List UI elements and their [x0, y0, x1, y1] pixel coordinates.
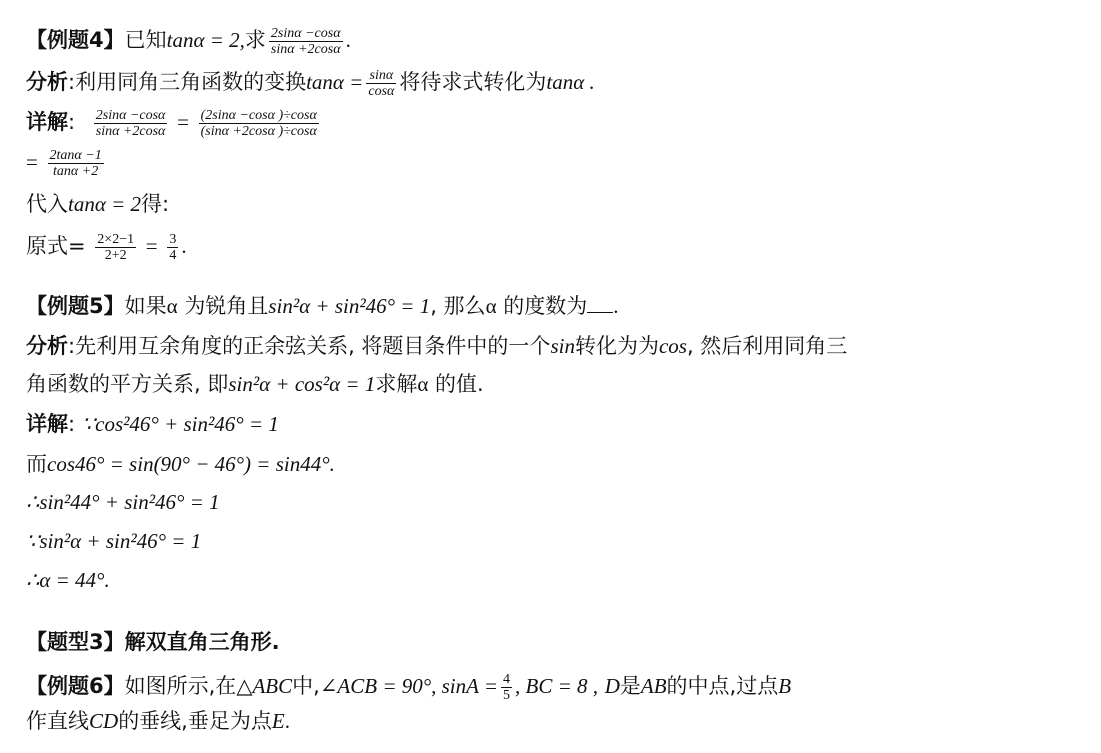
analysis-label: 分析	[26, 334, 68, 358]
ex6-sin-fraction: $\frac{4}{5}$	[503, 672, 511, 703]
ex4-analysis: 分析:利用同角三角函数的变换tanα = $\frac{\sin\alpha}{\cos\alpha}$ 将待求式转化为tanα .	[26, 68, 595, 99]
ex4-solution-1: 详解: $\frac{2\sin\alpha -\cos\alpha}{\sin\alpha +2\cos\alpha}$ = $\frac{(2\sin\alpha -\cos\alpha )\div\cos\alpha}{(\sin\alpha +2\cos\alpha )\div\cos\alpha}$	[26, 108, 317, 139]
solution-label: 详解	[26, 110, 68, 134]
ex5-solution-3: ∴sin²44° + sin²46° = 1	[26, 490, 220, 514]
analysis-label: 分析	[26, 70, 68, 94]
ex4-solution-fraction-1: $\frac{2\sin\alpha -\cos\alpha}{\sin\alpha +2\cos\alpha}$	[95, 108, 166, 139]
ex4-stem: 【例题4】已知tanα = 2,求 $\frac{2\sin\alpha -\cos\alpha}{\sin\alpha +2\cos\alpha}$ .	[26, 26, 351, 57]
ex4-solution-fraction-2: $\frac{(2\sin\alpha -\cos\alpha )\div\cos\alpha}{(\sin\alpha +2\cos\alpha )\div\cos\alpha}$	[200, 108, 317, 139]
type3-heading: 【题型3】解双直角三角形.	[26, 630, 280, 654]
ex4-question-fraction: $\frac{2\sin\alpha -\cos\alpha}{\sin\alpha +2\cos\alpha}$	[270, 26, 341, 57]
ex4-result-fraction: $\frac{2\times 2-1}{2+2}$	[97, 232, 135, 263]
ex5-analysis-1: 分析:先利用互余角度的正余弦关系, 将题目条件中的一个sin转化为为cos, 然后利用同角三	[26, 334, 848, 358]
ex4-solution-2: = $\frac{2\tan\alpha -1}{\tan\alpha +2}$	[26, 148, 102, 179]
ex4-solution-fraction-3: $\frac{2\tan\alpha -1}{\tan\alpha +2}$	[49, 148, 102, 179]
ex6-stem-2: 作直线CD的垂线,垂足为点E.	[26, 709, 290, 733]
ex4-title: 【例题4】	[26, 28, 125, 52]
ex5-title: 【例题5】	[26, 294, 125, 318]
ex5-solution-2: 而cos46° = sin(90° − 46°) = sin44°.	[26, 452, 335, 476]
ex4-analysis-fraction: $\frac{\sin\alpha}{\cos\alpha}$	[368, 68, 395, 99]
ex5-analysis-2: 角函数的平方关系, 即sin²α + cos²α = 1求解α 的值.	[26, 372, 484, 396]
ex4-result-fraction-2: $\frac{3}{4}$	[169, 232, 177, 263]
ex5-stem: 【例题5】如果α 为锐角且sin²α + sin²46° = 1, 那么α 的度数为 .	[26, 294, 619, 318]
solution-label: 详解	[26, 412, 68, 436]
ex5-solution-5: ∴α = 44°.	[26, 568, 110, 592]
ex5-solution-1: 详解: ∵cos²46° + sin²46° = 1	[26, 412, 279, 436]
ex5-solution-4: ∵sin²α + sin²46° = 1	[26, 529, 202, 553]
ex6-title: 【例题6】	[26, 674, 125, 698]
ex4-substitute: 代入tanα = 2得:	[26, 192, 170, 216]
ex6-stem-1: 【例题6】如图所示,在△ABC中,∠ACB = 90°, sinA = $\frac{4}{5}$ , BC = 8 , D是AB的中点,过点B	[26, 672, 792, 703]
ex4-result: 原式= $\frac{2\times 2-1}{2+2}$ = $\frac{3}{4}$ .	[26, 232, 187, 263]
answer-blank	[587, 296, 613, 313]
